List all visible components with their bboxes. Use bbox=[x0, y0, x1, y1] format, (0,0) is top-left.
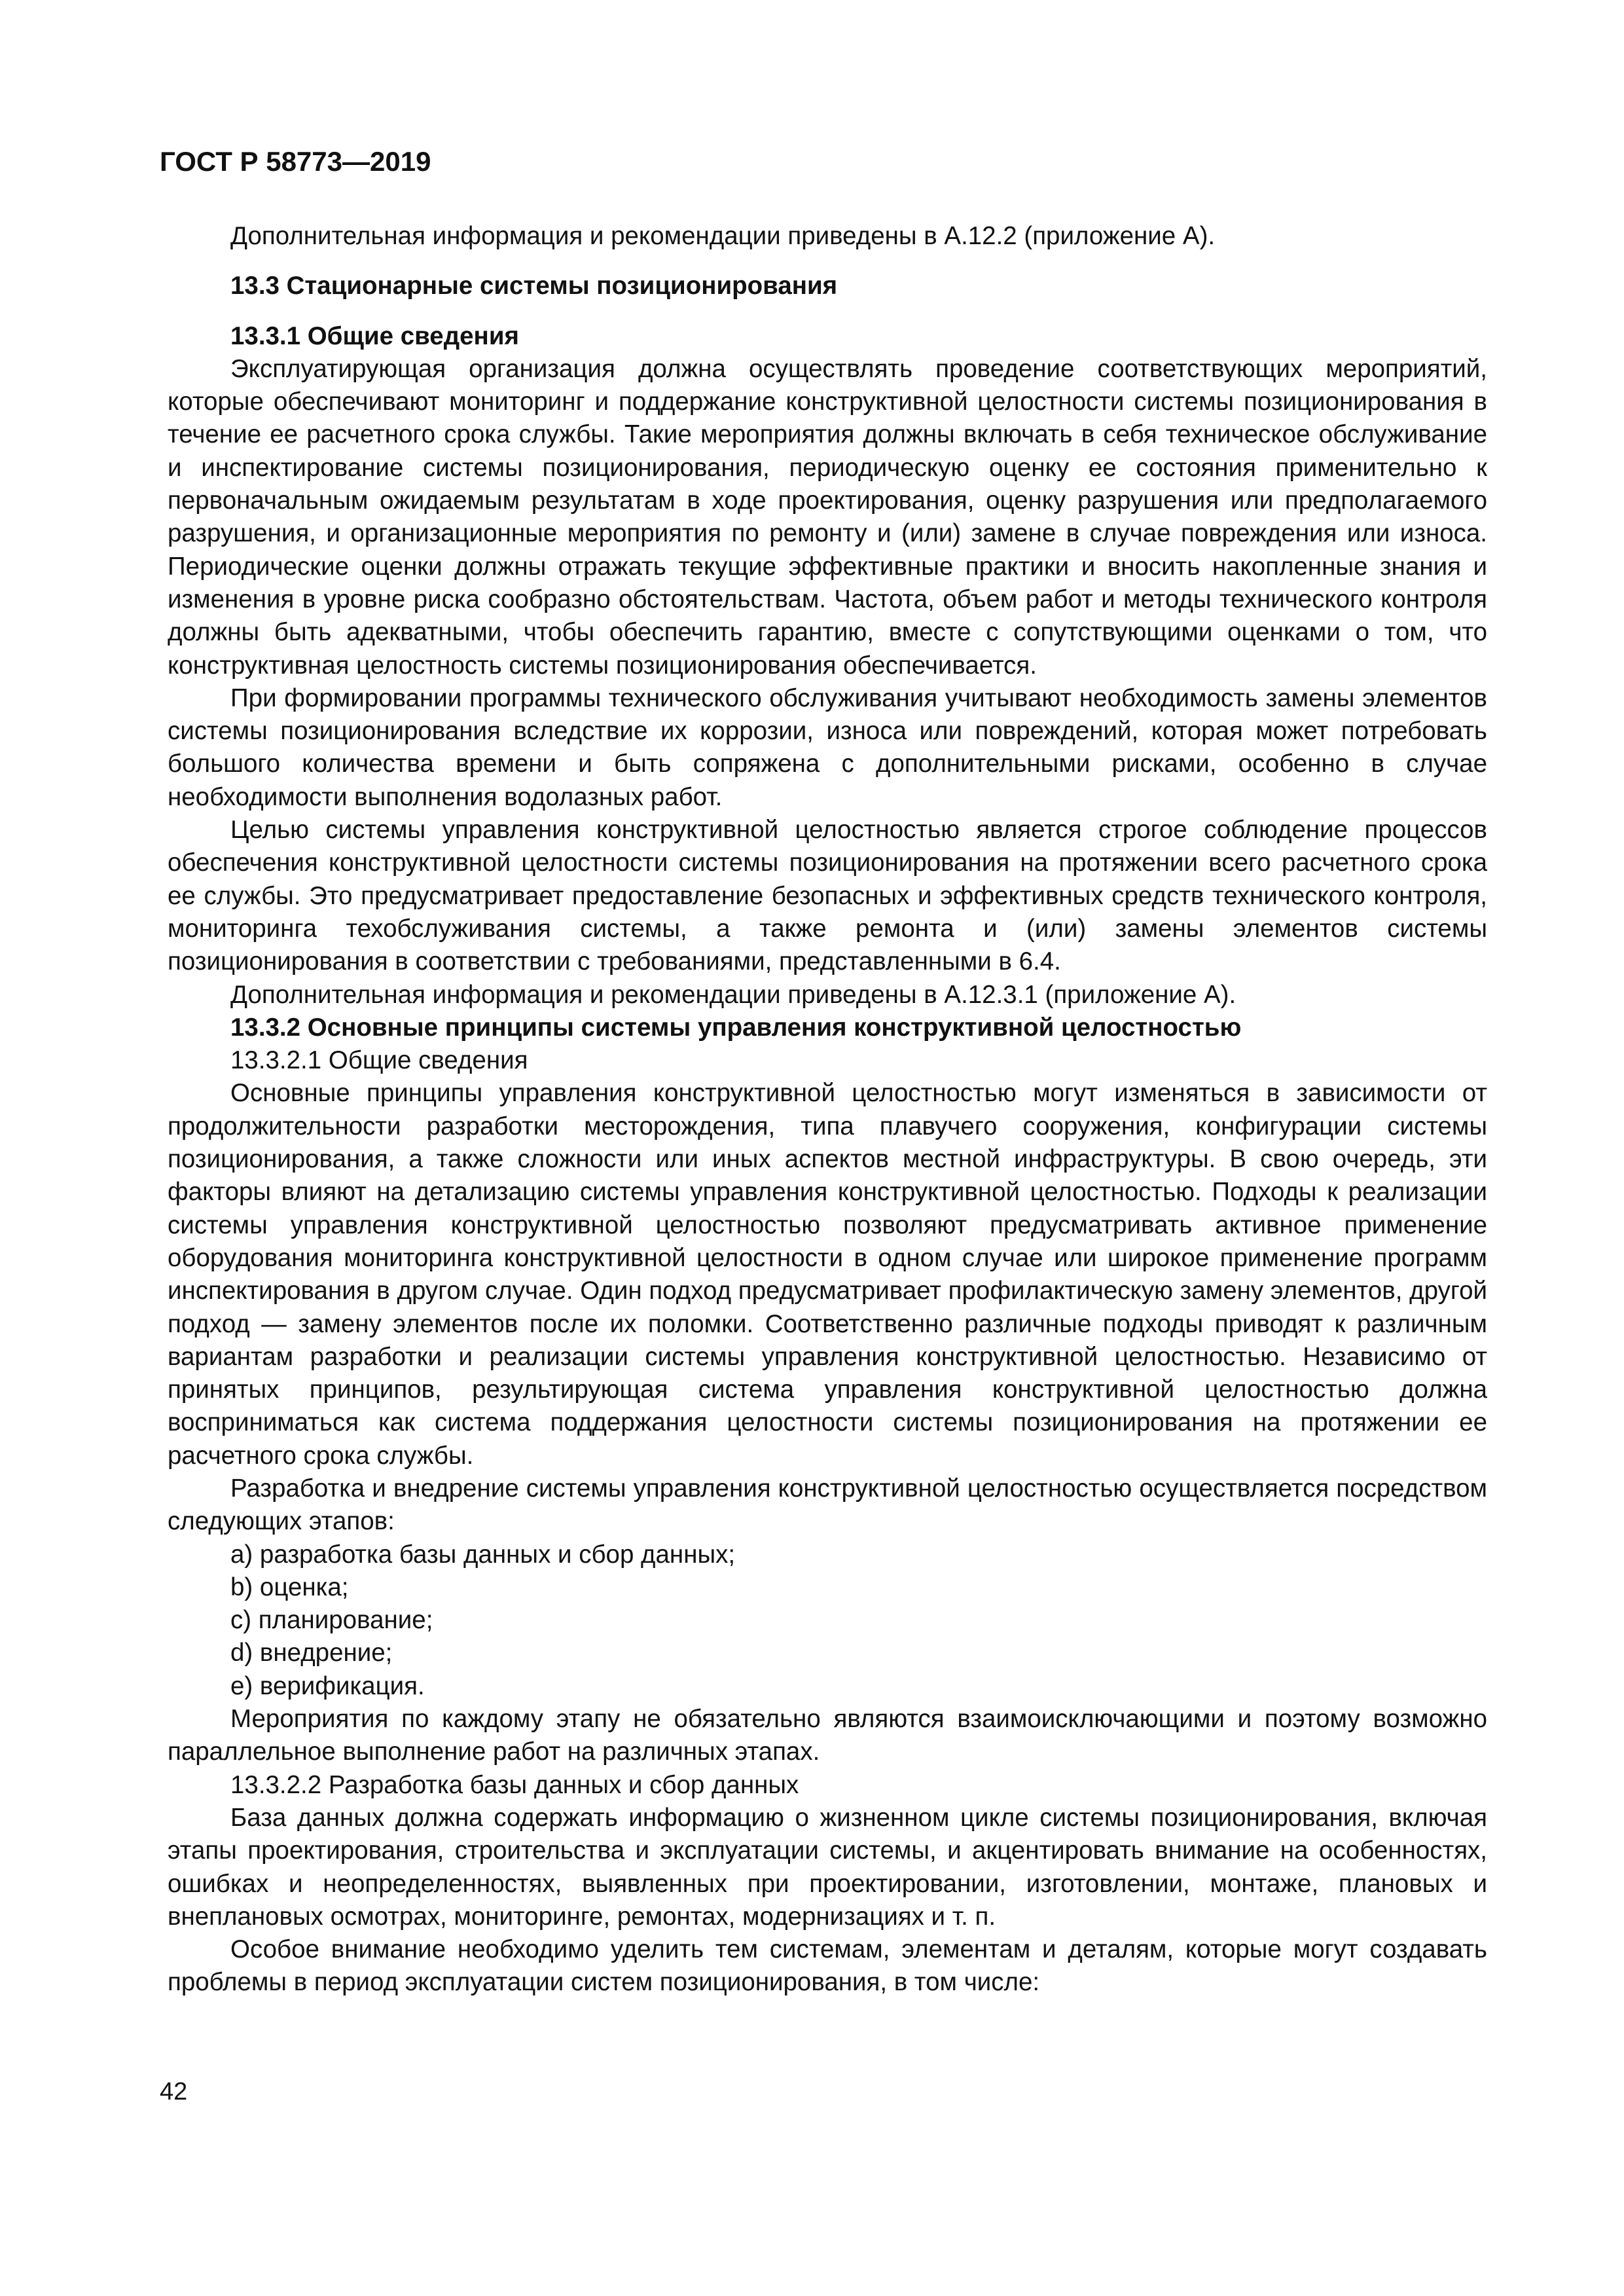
paragraph: Целью системы управления конструктивной целостностью является строгое соблюдение процессов обеспечения конструктивной целостности системы позиционирования на протяжении всего расчетного срока ее службы. Это предусматривает предоставление безопасных и эффективных средств технического контроля, мониторинга техобслуживания системы, а также ремонта и (или) замены элементов системы позиционирования в соответствии с требованиями, представленными в 6.4. bbox=[168, 816, 1487, 976]
document-body bbox=[168, 220, 1487, 1999]
subsection-heading: 13.3.1 Общие сведения bbox=[230, 321, 519, 350]
paragraph: Разработка и внедрение системы управления конструктивной целостностью осуществляется посредством следующих этапов: bbox=[168, 1474, 1487, 1536]
list-item: d) внедрение; bbox=[230, 1639, 393, 1667]
list-item: b) оценка; bbox=[230, 1573, 349, 1601]
paragraph: Эксплуатирующая организация должна осуществлять проведение соответствующих мероприятий, которые обеспечивают мониторинг и поддержание конструктивной целостности системы позиционирования в течение ее расчетного срока службы. Такие мероприятия должны включать в себя техническое обслуживание и инспектирование системы позиционирования, периодическую оценку ее состояния применительно к первоначальным ожидаемым результатам в ходе проектирования, оценку разрушения или предполагаемого разрушения, и организационные мероприятия по ремонту и (или) замене в случае повреждения или износа. Периодические оценки должны отражать текущие эффективные практики и вносить накопленные знания и изменения в уровне риска сообразно обстоятельствам. Частота, объем работ и методы технического контроля должны быть адекватными, чтобы обеспечить гарантию, вместе с сопутствующими оценками о том, что конструктивная целостность системы позиционирования обеспечивается. bbox=[168, 354, 1487, 680]
paragraph: Мероприятия по каждому этапу не обязательно являются взаимоисключающими и поэтому возможно параллельное выполнение работ на различных этапах. bbox=[168, 1705, 1487, 1766]
paragraph: Дополнительная информация и рекомендации приведены в А.12.3.1 (приложение А). bbox=[230, 980, 1236, 1009]
paragraph: При формировании программы технического обслуживания учитывают необходимость замены элементов системы позиционирования вследствие их коррозии, износа или повреждений, которая может потребовать большого количества времени и быть сопряжена с дополнительными рисками, особенно в случае необходимости выполнения водолазных работ. bbox=[168, 683, 1487, 811]
paragraph: База данных должна содержать информацию о жизненном цикле системы позиционирования, включая этапы проектирования, строительства и эксплуатации системы, и акцентировать внимание на особенностях, ошибках и неопределенностях, выявленных при проектировании, изготовлении, монтаже, плановых и внеплановых осмотрах, мониторинге, ремонтах, модернизациях и т. п. bbox=[168, 1803, 1487, 1931]
list-item: c) планирование; bbox=[230, 1606, 433, 1635]
list-item: a) разработка базы данных и сбор данных; bbox=[230, 1540, 736, 1569]
page-number: 42 bbox=[160, 2078, 188, 2105]
section-heading: 13.3 Стационарные системы позиционирования bbox=[230, 272, 838, 301]
document-code-header: ГОСТ Р 58773—2019 bbox=[160, 146, 431, 177]
paragraph: Особое внимание необходимо уделить тем системам, элементам и деталям, которые могут создавать проблемы в период эксплуатации систем позиционирования, в том числе: bbox=[168, 1935, 1487, 1997]
list-item: e) верификация. bbox=[230, 1671, 425, 1700]
clause-heading: 13.3.2.1 Общие сведения bbox=[230, 1046, 528, 1075]
paragraph: Дополнительная информация и рекомендации приведены в А.12.2 (приложение А). bbox=[230, 222, 1216, 250]
subsection-heading: 13.3.2 Основные принципы системы управления конструктивной целостностью bbox=[230, 1013, 1242, 1042]
clause-heading: 13.3.2.2 Разработка базы данных и сбор данных bbox=[230, 1770, 799, 1799]
paragraph: Основные принципы управления конструктивной целостностью могут изменяться в зависимости от продолжительности разработки месторождения, типа плавучего сооружения, конфигурации системы позиционирования, а также сложности или иных аспектов местной инфраструктуры. В свою очередь, эти факторы влияют на детализацию системы управления конструктивной целостностью. Подходы к реализации системы управления конструктивной целостностью позволяют предусматривать активное применение оборудования мониторинга конструктивной целостности в одном случае или широкое применение программ инспектирования в другом случае. Один подход предусматривает профилактическую замену элементов, другой подход — замену элементов после их поломки. Соответственно различные подходы приводят к различным вариантам разработки и реализации системы управления конструктивной целостностью. Независимо от принятых принципов, результирующая система управления конструктивной целостностью должна восприниматься как система поддержания целостности системы позиционирования на протяжении ее расчетного срока службы. bbox=[168, 1079, 1487, 1470]
